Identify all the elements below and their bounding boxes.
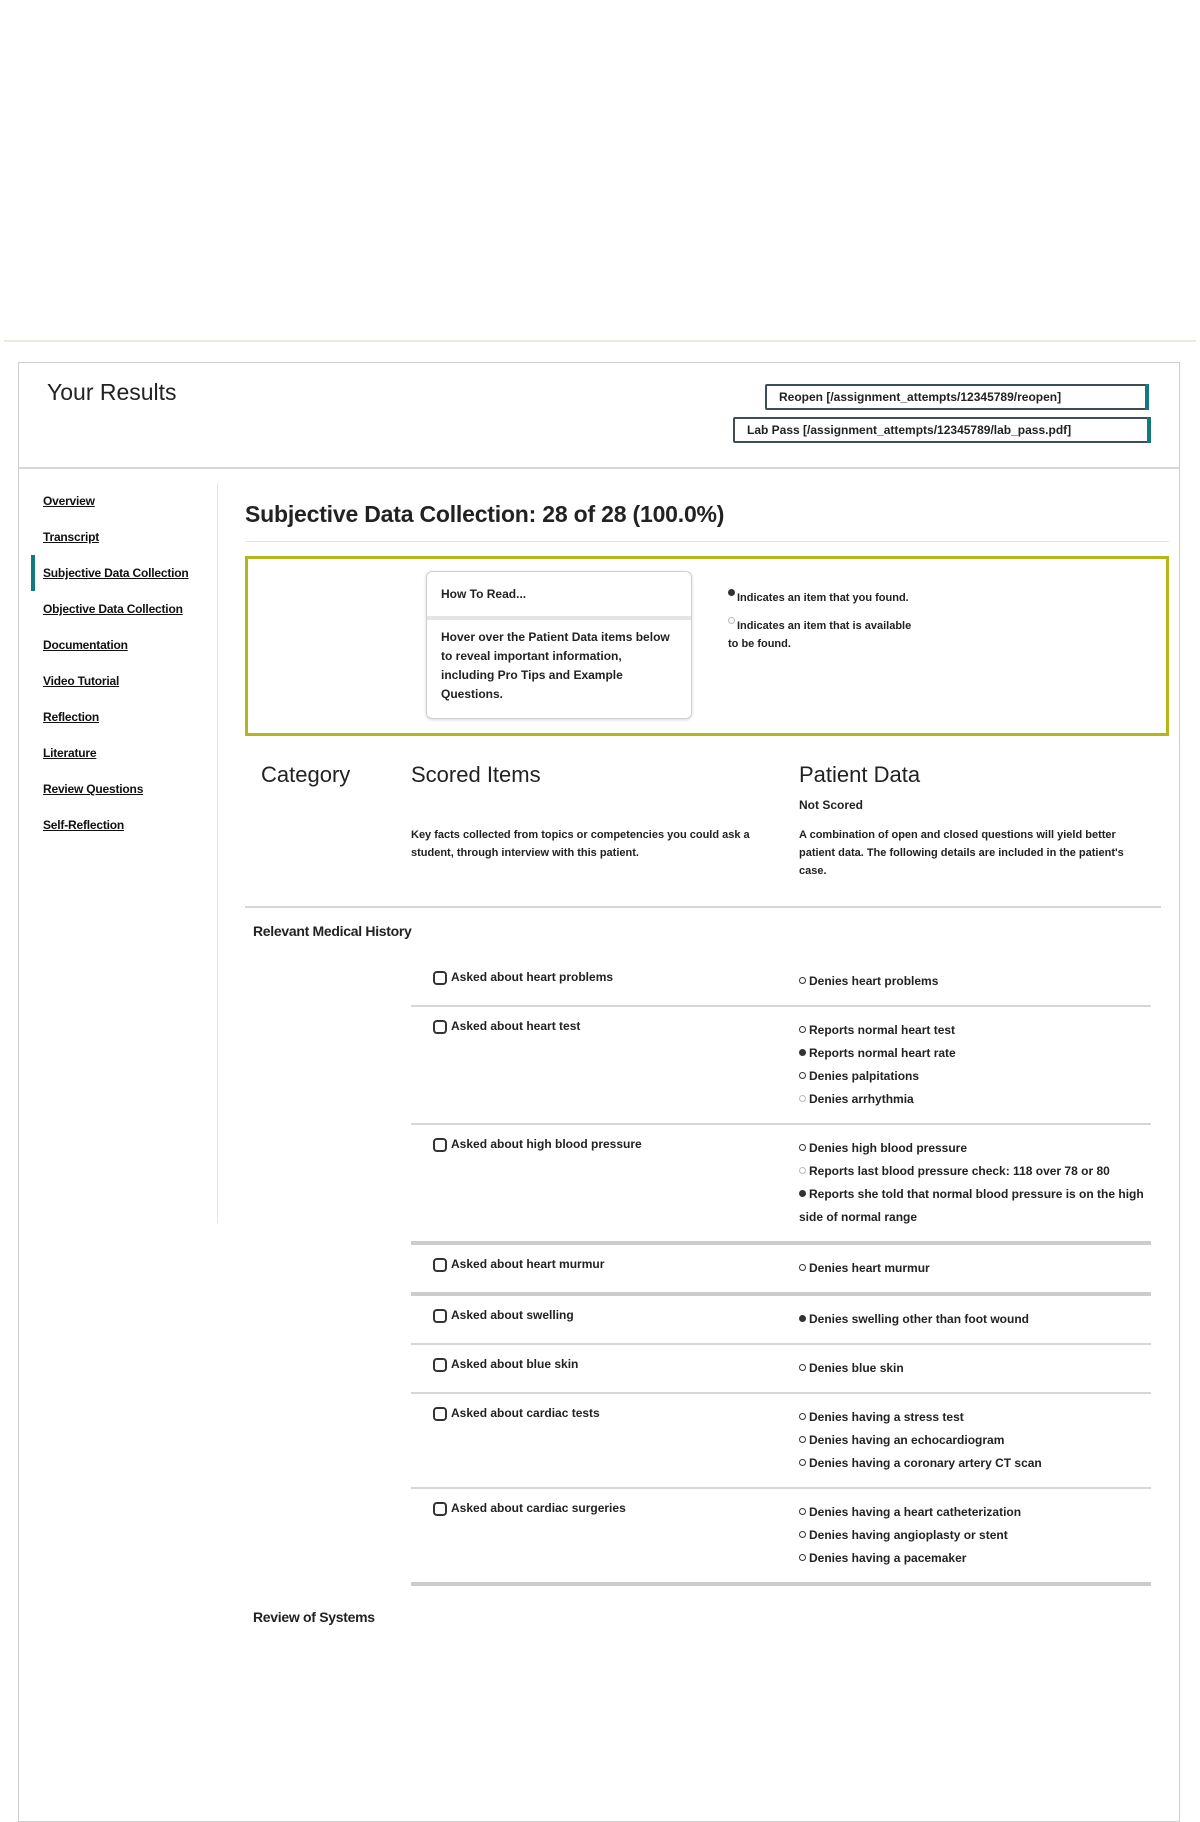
checkbox-icon	[433, 1020, 447, 1034]
found-dot-icon	[799, 1436, 806, 1443]
found-dot-icon	[799, 1026, 806, 1033]
table-row	[411, 1245, 1151, 1296]
table-row	[411, 958, 1151, 1007]
legend-items	[728, 589, 918, 663]
scored-item: Asked about heart test	[451, 1019, 581, 1033]
patient-data-item[interactable]: Denies palpitations	[809, 1069, 920, 1083]
column-header-scored: Scored Items	[411, 762, 541, 787]
table-row	[411, 1125, 1151, 1245]
main-content	[245, 483, 1169, 1644]
patient-data-item[interactable]: Denies heart murmur	[809, 1261, 930, 1275]
table-row	[411, 1007, 1151, 1125]
legend-found: Indicates an item that you found.	[737, 592, 909, 604]
patient-data-item[interactable]: Denies heart problems	[809, 974, 939, 988]
found-dot-icon	[799, 1413, 806, 1420]
patient-data-item[interactable]: Denies having a pacemaker	[809, 1551, 967, 1565]
found-dot-icon	[799, 1144, 806, 1151]
page-title: Subjective Data Collection: 28 of 28 (100.0%)	[245, 501, 1169, 542]
legend-box	[245, 556, 1169, 736]
sidebar-item-video-tutorial[interactable]: Video Tutorial	[43, 674, 120, 688]
available-dot-icon	[799, 1167, 806, 1174]
found-dot-icon	[799, 1554, 806, 1561]
found-dot-icon	[799, 1531, 806, 1538]
scored-item: Asked about swelling	[451, 1308, 574, 1322]
patient-data-item[interactable]: Denies having a heart catheterization	[809, 1505, 1022, 1519]
table-row	[411, 1489, 1151, 1586]
sidebar-item-literature[interactable]: Literature	[43, 746, 97, 760]
available-dot-icon	[728, 617, 735, 624]
how-to-read-text: Hover over the Patient Data items below to reveal important information, including Pro Tips and Example Questions.	[441, 630, 670, 701]
patient-data-item[interactable]: Denies having a coronary artery CT scan	[809, 1456, 1042, 1470]
legend-available: Indicates an item that is available to be found.	[728, 620, 912, 650]
patient-data-item[interactable]: Reports normal heart rate	[809, 1046, 956, 1060]
sidebar-item-transcript[interactable]: Transcript	[43, 530, 100, 544]
section-label-review-of-systems: Review of Systems	[253, 1609, 375, 1625]
scored-item: Asked about cardiac surgeries	[451, 1501, 626, 1515]
patient-data-item[interactable]: Denies arrhythmia	[809, 1092, 914, 1106]
sidebar-item-overview[interactable]: Overview	[43, 494, 95, 508]
found-dot-icon	[799, 1364, 806, 1371]
found-dot-icon	[799, 1072, 806, 1079]
patient-data-item[interactable]: Denies swelling other than foot wound	[809, 1312, 1030, 1326]
lab-pass-button[interactable]: Lab Pass [/assignment_attempts/12345789/lab_pass.pdf]	[733, 417, 1151, 443]
sidebar-item-review-questions[interactable]: Review Questions	[43, 782, 144, 796]
checkbox-icon	[433, 1407, 447, 1421]
section-label-relevant-medical-history: Relevant Medical History	[253, 923, 412, 939]
patient-data-item[interactable]: Denies blue skin	[809, 1361, 904, 1375]
sidebar-item-subjective-data-collection[interactable]: Subjective Data Collection	[31, 555, 217, 591]
not-scored-label: Not Scored	[799, 798, 864, 812]
patient-data-item[interactable]: Denies having angioplasty or stent	[809, 1528, 1008, 1542]
scored-description: Key facts collected from topics or competencies you could ask a student, through interview with this patient.	[411, 829, 750, 859]
sidebar-item-self-reflection[interactable]: Self-Reflection	[43, 818, 125, 832]
sidebar-item-documentation[interactable]: Documentation	[43, 638, 128, 652]
results-card	[18, 362, 1180, 1822]
table-row	[411, 1296, 1151, 1345]
found-dot-icon	[799, 1264, 806, 1271]
found-dot-icon	[799, 977, 806, 984]
checkbox-icon	[433, 1358, 447, 1372]
scored-item: Asked about heart murmur	[451, 1257, 605, 1271]
sidebar-item-reflection[interactable]: Reflection	[43, 710, 100, 724]
found-dot-icon	[799, 1459, 806, 1466]
found-dot-icon	[799, 1190, 806, 1197]
checkbox-icon	[433, 971, 447, 985]
column-header-patient: Patient Data	[799, 762, 921, 787]
scored-item: Asked about heart problems	[451, 970, 614, 984]
found-dot-icon	[799, 1315, 806, 1322]
reopen-button[interactable]: Reopen [/assignment_attempts/12345789/reopen]	[765, 384, 1149, 410]
sidebar-item-objective-data-collection[interactable]: Objective Data Collection	[43, 602, 183, 616]
found-dot-icon	[799, 1049, 806, 1056]
found-dot-icon	[799, 1508, 806, 1515]
sidebar-nav	[31, 483, 218, 1223]
patient-data-item[interactable]: Reports last blood pressure check: 118 over 78 or 80	[809, 1164, 1110, 1178]
checkbox-icon	[433, 1309, 447, 1323]
available-dot-icon	[799, 1095, 806, 1102]
patient-data-item[interactable]: Denies high blood pressure	[809, 1141, 968, 1155]
top-divider	[4, 340, 1196, 342]
found-dot-icon	[728, 589, 735, 596]
how-to-read-title: How To Read...	[427, 572, 691, 620]
checkbox-icon	[433, 1502, 447, 1516]
patient-description: A combination of open and closed questions will yield better patient data. The following details are included in the patient's case.	[799, 829, 1124, 877]
scored-item: Asked about cardiac tests	[451, 1406, 600, 1420]
scored-item: Asked about blue skin	[451, 1357, 579, 1371]
table-row	[411, 1394, 1151, 1489]
checkbox-icon	[433, 1138, 447, 1152]
patient-data-item[interactable]: Denies having a stress test	[809, 1410, 964, 1424]
card-header	[19, 363, 1179, 469]
patient-data-item[interactable]: Denies having an echocardiogram	[809, 1433, 1005, 1447]
patient-data-item[interactable]: Reports normal heart test	[809, 1023, 956, 1037]
how-to-read-box	[426, 571, 692, 719]
results-title: Your Results	[47, 379, 177, 405]
scored-item: Asked about high blood pressure	[451, 1137, 642, 1151]
column-header-category: Category	[261, 762, 351, 787]
checkbox-icon	[433, 1258, 447, 1272]
table-row	[411, 1345, 1151, 1394]
patient-data-item[interactable]: Reports she told that normal blood pressure is on the high side of normal range	[799, 1187, 1144, 1224]
table-header	[245, 736, 1161, 908]
